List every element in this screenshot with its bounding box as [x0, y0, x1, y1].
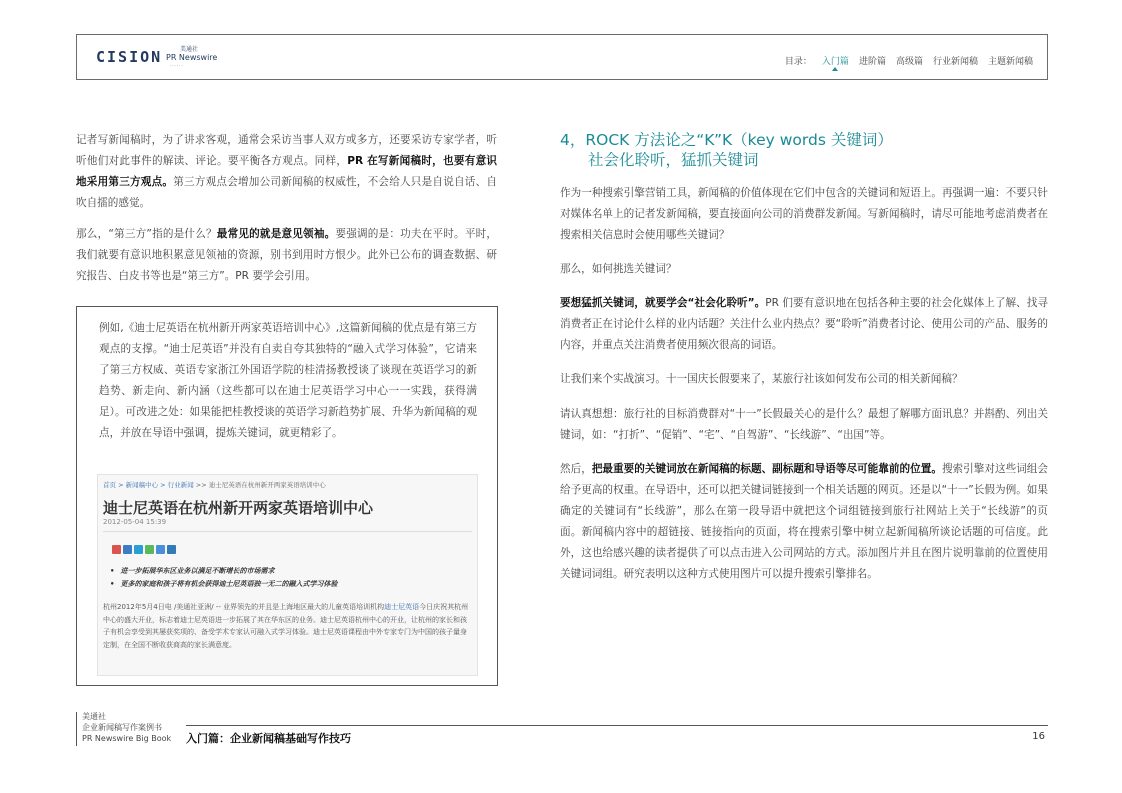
footer-brand-line-1: 美通社: [82, 712, 106, 721]
share-icon-0[interactable]: [112, 545, 121, 554]
text-segment-0: 请认真想想：旅行社的目标消费群对“十一”长假最关心的是什么？最想了解哪方面讯息？并斟酌、列出关键词，如：“打折”、“促销”、“宅”、“自驾游”、“长线游”、“出国”等。: [560, 408, 1048, 441]
screenshot-title: 迪士尼英语在杭州新开两家英语培训中心: [103, 499, 374, 517]
right-paragraph-3: [560, 293, 1048, 356]
screenshot-divider: [103, 531, 472, 532]
right-paragraph-4: [560, 369, 1048, 390]
footer-brand-line-3: PR Newswire Big Book: [82, 734, 172, 743]
share-icon-5[interactable]: [167, 545, 176, 554]
toc-item-intermediate[interactable]: 进阶篇: [858, 57, 886, 67]
toc-item-beginner[interactable]: 入门篇: [822, 54, 849, 67]
footer-brand: [82, 711, 171, 744]
text-segment-0: 记者写新闻稿时，为了讲求客观，通常会采访当事人双方或多方，还要采访专家学者，听听他们对此事件的解读、评论。要平衡各方观点。同样，: [76, 134, 497, 167]
breadcrumb-tail: >> 迪士尼英语在杭州新开两家英语培训中心: [195, 481, 326, 489]
toc-label: 目录：: [784, 57, 812, 67]
prnewswire-logo-en: PR Newswire: [166, 53, 218, 62]
footer-rule: [186, 725, 1048, 726]
breadcrumb-link-industry[interactable]: 行业新闻: [167, 481, 194, 489]
text-segment-0: 然后，: [560, 463, 592, 475]
screenshot-body-link[interactable]: 迪士尼英语: [384, 603, 420, 611]
breadcrumb-link-home[interactable]: 首页: [103, 481, 116, 489]
bold-text-1: 最常见的就是意见领袖。: [216, 228, 336, 240]
right-paragraph-5: [560, 404, 1048, 446]
share-icon-2[interactable]: [134, 545, 143, 554]
screenshot-breadcrumb: 首页 > 新闻稿中心 > 行业新闻 >> 迪士尼英语在杭州新开两家英语培训中心: [103, 481, 326, 489]
case-study-text: 例如,《迪士尼英语在杭州新开两家英语培训中心》,这篇新闻稿的优点是有第三方观点的支撑。“迪士尼英语”并没有自卖自夸其独特的“融入式学习体验”，它请来了第三方权威、英语专家浙江外国语学院的桂清扬教授谈了谈现在英语学习的新趋势、新走向、新内涵（这些都可以在迪士尼英语学习中心一一实践，获得满足）。可改进之处：如果能把桂教授谈的英语学习新趋势扩展、升华为新闻稿的观点，并放在导语中强调，提炼关键词，就更精彩了。: [99, 322, 477, 439]
right-paragraph-2: [560, 259, 1048, 280]
prnewswire-logo-dots: ......: [170, 62, 184, 67]
screenshot-bullets: [110, 564, 470, 590]
text-segment-0: 让我们来个实战演习。十一国庆长假要来了，某旅行社该如何发布公司的相关新闻稿？: [560, 373, 963, 385]
screenshot-body-pre: 杭州2012年5月4日电 /美通社亚洲/ -- 业界领先的并且是上海地区最大的儿童英语培训机构: [103, 603, 385, 611]
footer-divider-vertical: [76, 712, 77, 746]
text-segment-0: 作为一种搜索引擎营销工具，新闻稿的价值体现在它们中包含的关键词和短语上。再强调一遍：不要只针对媒体名单上的记者发新闻稿，要直接面向公司的消费群发新闻。写新闻稿时，请尽可能地考虑消费者在搜索相关信息时会使用哪些关键词？: [560, 187, 1048, 241]
footer-brand-line-2: 企业新闻稿写作案例书: [82, 723, 162, 732]
toc-item-industry[interactable]: 行业新闻稿: [932, 57, 978, 67]
active-marker-icon: [832, 67, 838, 71]
cision-logo: CISION: [96, 48, 163, 66]
page-header: [76, 34, 1048, 80]
text-segment-2: 第三方观点会增加公司新闻稿的权威性，不会给人只是自说自话、自吹自擂的感觉。: [76, 176, 497, 209]
page-number: 16: [1032, 731, 1045, 742]
left-paragraph-2: [76, 224, 497, 287]
share-icon-3[interactable]: [145, 545, 154, 554]
share-icons: [112, 545, 176, 554]
left-paragraph-1: [76, 130, 497, 214]
section-heading-line-2: 社会化聆听，猛抓关键词: [588, 151, 759, 169]
toc-nav: [785, 54, 1033, 67]
text-segment-2: 要强调的是：功夫在平时。平时，我们就要有意识地积累意见领袖的资源，别书到用时方恨少。此外已公布的调查数据、研究报告、白皮书等也是“第三方”。PR 要学会引用。: [76, 228, 498, 282]
prnewswire-logo: [166, 44, 226, 67]
toc-item-advanced[interactable]: 高级篇: [895, 57, 923, 67]
screenshot-bullet-1: • 进一步拓展华东区业务以满足不断增长的市场需求: [110, 564, 470, 577]
footer-section-title: 入门篇：企业新闻稿基础写作技巧: [186, 732, 351, 745]
bold-text-1: 把最重要的关键词放在新闻稿的标题、副标题和导语等尽可能靠前的位置。: [591, 463, 942, 475]
text-segment-0: 那么，“第三方”指的是什么？: [76, 228, 217, 240]
prnewswire-logo-cn: 美通社: [180, 46, 199, 53]
share-icon-1[interactable]: [123, 545, 132, 554]
screenshot-body: [103, 601, 473, 651]
text-segment-2: 搜索引擎对这些词组会给予更高的权重。在导语中，还可以把关键词链接到一个相关话题的网页。还是以“十一”长假为例。如果确定的关键词有“长线游”，那么在第一段导语中就把这个词组链接到旅行社网站上关于“长线游”的页面。新闻稿内容中的超链接、链接指向的页面，将在搜索引擎中树立起新闻稿所谈论话题的可信度。此外，这也给感兴趣的读者提供了可以点击进入公司网站的方式。添加图片并且在图片说明靠前的位置使用关键词词组。研究表明以这种方式使用图片可以提升搜索引擎排名。: [560, 463, 1049, 580]
share-icon-4[interactable]: [156, 545, 165, 554]
toc-item-theme[interactable]: 主题新闻稿: [987, 57, 1033, 67]
right-paragraph-1: [560, 183, 1048, 246]
press-release-screenshot: [97, 474, 478, 676]
screenshot-date: 2012-05-04 15:39: [103, 518, 167, 526]
screenshot-bullet-2: • 更多的家庭和孩子将有机会获得迪士尼英语独一无二的融入式学习体验: [110, 577, 470, 590]
breadcrumb-link-center[interactable]: 新闻稿中心: [125, 481, 159, 489]
bold-text-0: 要想猛抓关键词，就要学会“社会化聆听”。: [560, 297, 766, 309]
section-heading: [560, 130, 893, 170]
text-segment-1: PR 们要有意识地在包括各种主要的社会化媒体上了解、找寻消费者正在讨论什么样的业内话题？关注什么业内热点？要“聆听”消费者讨论、使用公司的产品、服务的内容，并重点关注消费者使用频次很高的词语。: [560, 297, 1048, 351]
text-segment-0: 那么，如何挑选关键词？: [560, 263, 677, 275]
bold-text-1: PR 在写新闻稿时，也要有意识地采用第三方观点。: [76, 155, 498, 188]
section-heading-line-1: 4，ROCK 方法论之“K”K（key words 关键词）: [560, 131, 893, 149]
right-paragraph-6: [560, 459, 1048, 585]
screenshot-body-post: 今日庆祝其杭州中心的盛大开业，标志着迪士尼英语进一步拓展了其在华东区的业务。迪士尼英语杭州中心的开业，让杭州的家长和孩子有机会享受到其屡获奖项的、备受学术专家认可融入式学习体验。迪士尼英语课程由中外专家专门为中国的孩子量身定制，在全国不断收获商高的家长满意度。: [103, 603, 469, 649]
